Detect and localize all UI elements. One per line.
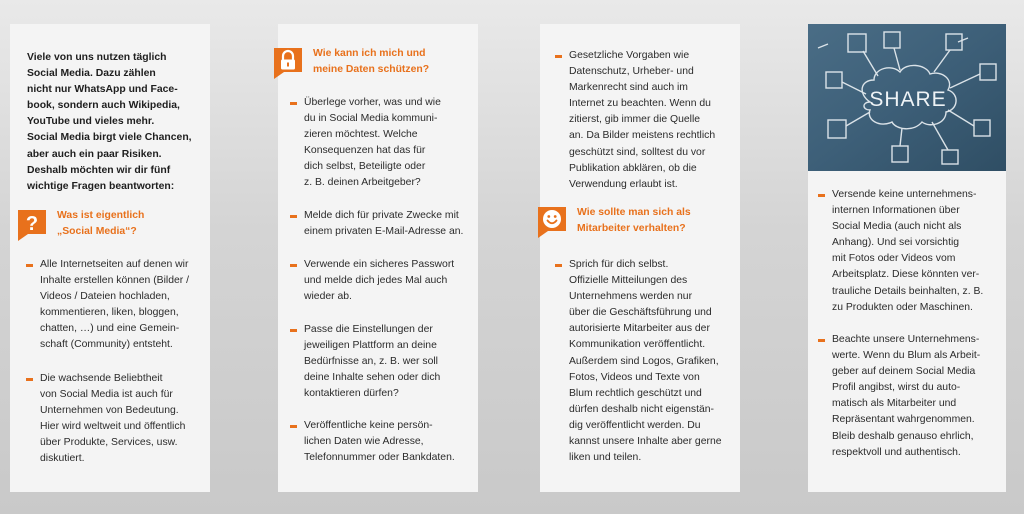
list-item: Sprich für dich selbst. Offizielle Mitteilungen des Unternehmens werden nur über die Geschäftsführung und autorisierte Mitarbeiter aus der Kommunikation veröffentlicht. Außerdem sind Logos, Grafiken, Fotos, Videos und Texte von Blum rechtlich geschützt und dürfen deshalb nicht eigenstän- dig veröffentlicht werden. Du kannst unsere Inhalte aber gerne liken und teilen. [555, 257, 740, 466]
share-chalkboard-image [808, 24, 1006, 171]
list-item: Die wachsende Beliebtheit von Social Media ist auch für Unternehmen von Bedeutung. Hier wird weltweit und öffentlich über Produkte, Services, usw. diskutiert. [26, 371, 210, 468]
column-2 [278, 24, 478, 492]
section-heading-data-protection [272, 46, 429, 78]
list-item: Passe die Einstellungen der jeweiligen Plattform an deine Bedürfnisse an, z. B. wer soll deine Inhalte sehen oder dich kontaktieren dürfen? [290, 322, 478, 402]
list-item: Beachte unsere Unternehmens- werte. Wenn du Blum als Arbeit- geber auf deinem Social Media Profil angibst, wirst du auto- matisch als Mitarbeiter und Repräsentant wahrgenommen. Bleib deshalb genauso ehrlich, respektvoll und authentisch. [818, 332, 1006, 461]
section-heading-social-media [16, 208, 144, 240]
intro-text: Viele von uns nutzen täglich Social Media. Dazu zählen nicht nur WhatsApp und Face- book, sondern auch Wikipedia, YouTube und vieles mehr. Social Media birgt viele Chancen, aber auch ein paar Risiken. Deshalb möchten wir dir fünf wichtige Fragen beantworten: [27, 52, 192, 192]
smiley-icon [536, 205, 568, 237]
column-1 [10, 24, 210, 492]
list-item: Versende keine unternehmens- internen Informationen über Social Media (auch nicht als Anhang). Und sei vorsichtig mit Fotos oder Videos vom Arbeitsplatz. Diese könnten ver- trauliche Details beinhalten, z. B. zu Produkten oder Maschinen. [818, 187, 1006, 316]
question-icon [16, 208, 48, 240]
list-item: Veröffentliche keine persön- lichen Daten wie Adresse, Telefonnummer oder Bankdaten. [290, 418, 478, 466]
list-item: Verwende ein sicheres Passwort und melde dich jedes Mal auch wieder ab. [290, 257, 478, 305]
list-item: Alle Internetseiten auf denen wir Inhalte erstellen können (Bilder / Videos / Dateien hochladen, kommentieren, liken, bloggen, chatten, …) und eine Gemein- schaft (Community) entsteht. [26, 257, 210, 354]
section-heading-employee-behavior [536, 205, 691, 237]
lock-icon [272, 46, 304, 78]
list-item: Überlege vorher, was und wie du in Social Media kommuni- zieren möchtest. Welche Konsequenzen hat das für dich selbst, Beteiligte oder z. B. deinen Arbeitgeber? [290, 95, 478, 192]
section-title: Wie kann ich mich und meine Daten schützen? [313, 48, 430, 76]
svg-text:?: ? [25, 213, 39, 235]
list-item: Gesetzliche Vorgaben wie Datenschutz, Urheber- und Markenrecht sind auch im Internet zu beachten. Wenn du zitierst, gib immer die Quelle an. Da Bilder meistens rechtlich geschützt sind, solltest du vor Publikation abklären, ob die Verwendung erlaubt ist. [555, 48, 740, 193]
list-item: Melde dich für private Zwecke mit einem privaten E-Mail-Adresse an. [290, 208, 478, 240]
section-title: Was ist eigentlich „Social Media“? [57, 210, 145, 238]
column-4 [808, 24, 1006, 492]
column-3 [540, 24, 740, 492]
share-label: SHARE [869, 88, 947, 111]
section-title: Wie sollte man sich als Mitarbeiter verhalten? [577, 207, 691, 235]
